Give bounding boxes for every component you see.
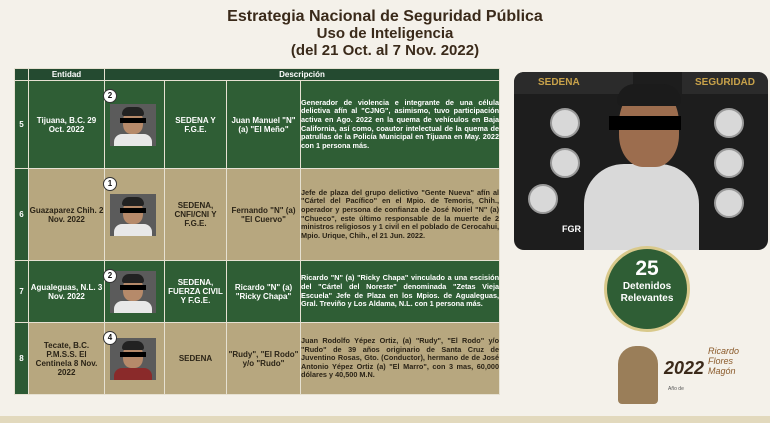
emblem-icon [550, 148, 580, 178]
detainee-hair [617, 84, 681, 106]
table-header-row [15, 69, 500, 81]
page-title-block [0, 8, 770, 59]
count-badge: 1 [103, 177, 117, 191]
entidad-cell: Guazaparez Chih. 2 Nov. 2022 [29, 169, 105, 261]
detainee-counter [604, 246, 690, 332]
detainee-photo [110, 194, 156, 236]
entidad-cell: Agualeguas, N.L. 3 Nov. 2022 [29, 261, 105, 323]
description-cell: Jefe de plaza del grupo delictivo "Gente Nueva" afín al "Cártel del Pacífico" en el Mpio. de Temoris, Chih., operador y persona de confianza de José Noriel "N" (a) "Chueco", este último responsable de la muerte de 2 ministros religiosos y 1 civil en el poblado de Cerocahui, Mpio. Urique, Chih., el 21 Jun. 2022. [301, 169, 500, 261]
name-cell: "Rudy", "El Rodo" y/o "Rudo" [227, 323, 301, 395]
logo-year: 2022 [664, 358, 705, 378]
date-range: (del 21 Oct. al 7 Nov. 2022) [290, 42, 480, 59]
counter-number: 25 [635, 257, 659, 280]
row-number: 5 [15, 81, 29, 169]
year-logo [618, 340, 758, 408]
seguridad-banner: SEGURIDAD [682, 72, 768, 94]
table-row [15, 169, 500, 261]
photo-cell [105, 81, 165, 169]
count-badge: 2 [103, 89, 117, 103]
institution-cell: SEDENA, CNFI/CNI Y F.G.E. [165, 169, 227, 261]
bottom-strip [0, 416, 770, 423]
table-row [15, 81, 500, 169]
logo-sub: Año de [668, 386, 684, 392]
emblem-icon [714, 108, 744, 138]
subtitle: Uso de Inteligencia [316, 25, 454, 42]
logo-name: Ricardo Flores Magón [708, 346, 740, 376]
name-cell: Ricardo "N" (a) "Ricky Chapa" [227, 261, 301, 323]
counter-label: Detenidos Relevantes [620, 281, 674, 304]
table-row [15, 261, 500, 323]
censor-bar [609, 116, 681, 130]
entidad-cell: Tecate, B.C. P.M.S.S. El Centinela 8 Nov. 2022 [29, 323, 105, 395]
detainee-body [584, 164, 699, 250]
emblem-icon [528, 184, 558, 214]
header-descripcion: Descripción [105, 69, 500, 81]
count-badge: 4 [103, 331, 117, 345]
description-cell: Ricardo "N" (a) "Ricky Chapa" vinculado a una escisión del "Cártel del Noreste" denominada "Zetas Vieja Escuela" Jefe de Plaza en los Mpios. de Agualeguas, Gral. Treviño y Los Aldama, N.L. con 1 persona más. [301, 261, 500, 323]
row-number: 8 [15, 323, 29, 395]
detainee-photo [110, 104, 156, 146]
portrait-icon [618, 346, 658, 404]
fgr-label: FGR [562, 224, 581, 234]
main-title: Estrategia Nacional de Seguridad Pública [227, 8, 543, 25]
photo-cell [105, 261, 165, 323]
description-cell: Generador de violencia e integrante de una célula delictiva afín al "CJNG", asimismo, tuvo participación activa en Ago. 2022 en la quema de vehículos en Baja California, así como, coautor intelectual de la quema de patrullas de la Policía Municipal en Tijuana en May. 2022 con 1 persona más. [301, 81, 500, 169]
photo-cell [105, 169, 165, 261]
table-row [15, 323, 500, 395]
institution-cell: SEDENA, FUERZA CIVIL Y F.G.E. [165, 261, 227, 323]
institution-cell: SEDENA [165, 323, 227, 395]
photo-cell [105, 323, 165, 395]
emblem-icon [714, 188, 744, 218]
row-number: 7 [15, 261, 29, 323]
description-cell: Juan Rodolfo Yépez Ortiz, (a) "Rudy", "El Rodo" y/o "Rudo" de 39 años originario de Santa Cruz de Juventino Rosas, Gto. (Conductor), hermano de de José Antonio Yépez Ortiz (a) "El Marro", con 3 mas, 60,000 dólares y 40,500 M.N. [301, 323, 500, 395]
entidad-cell: Tijuana, B.C. 29 Oct. 2022 [29, 81, 105, 169]
name-cell: Juan Manuel "N" (a) "El Meño" [227, 81, 301, 169]
emblem-icon [714, 148, 744, 178]
institution-cell: SEDENA Y F.G.E. [165, 81, 227, 169]
featured-detainee-photo [514, 72, 768, 250]
name-cell: Fernando "N" (a) "El Cuervo" [227, 169, 301, 261]
detainee-photo [110, 338, 156, 380]
row-number: 6 [15, 169, 29, 261]
detainees-table [14, 68, 500, 395]
header-entidad: Entidad [29, 69, 105, 81]
sedena-banner: SEDENA [514, 72, 633, 94]
count-badge: 2 [103, 269, 117, 283]
emblem-icon [550, 108, 580, 138]
